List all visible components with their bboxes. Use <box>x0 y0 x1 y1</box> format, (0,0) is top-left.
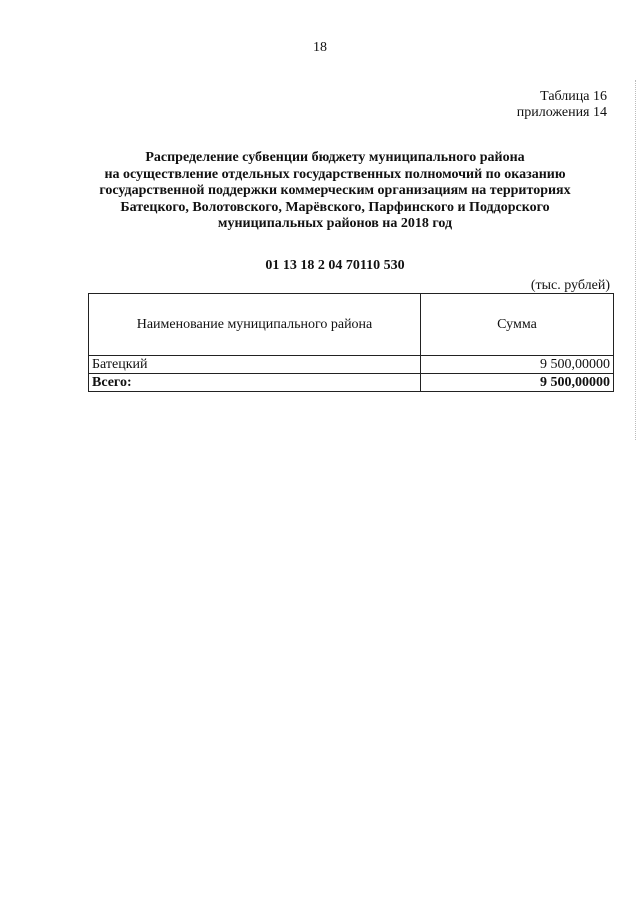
title-line-2: на осуществление отдельных государственных полномочий по оказанию <box>104 166 566 182</box>
title-line-4: Батецкого, Волотовского, Марёвского, Парфинского и Поддорского <box>120 199 550 215</box>
scan-edge-marks <box>634 80 636 440</box>
total-label-cell: Всего: <box>89 374 421 392</box>
table-reference <box>517 89 607 121</box>
document-title <box>40 150 630 233</box>
title-line-5: муниципальных районов на 2018 год <box>217 216 453 231</box>
district-name-cell: Батецкий <box>89 356 421 374</box>
title-line-3: государственной поддержки коммерческим организациям на территориях <box>99 183 571 198</box>
distribution-table <box>88 293 614 392</box>
header-sum: Сумма <box>421 294 614 356</box>
page-number: 18 <box>313 40 327 55</box>
header-district-name: Наименование муниципального района <box>89 294 421 356</box>
budget-code: 01 13 18 2 04 70110 530 <box>265 258 405 273</box>
table-row <box>89 356 614 374</box>
appendix-reference: приложения 14 <box>516 105 607 120</box>
title-line-1: Распределение субвенции бюджету муниципального района <box>145 150 525 165</box>
total-row <box>89 374 614 392</box>
total-sum-cell: 9 500,00000 <box>421 374 614 392</box>
table-header-row <box>89 294 614 356</box>
district-sum-cell: 9 500,00000 <box>421 356 614 374</box>
units-label: (тыс. рублей) <box>530 278 610 293</box>
table-number: Таблица 16 <box>540 89 607 104</box>
